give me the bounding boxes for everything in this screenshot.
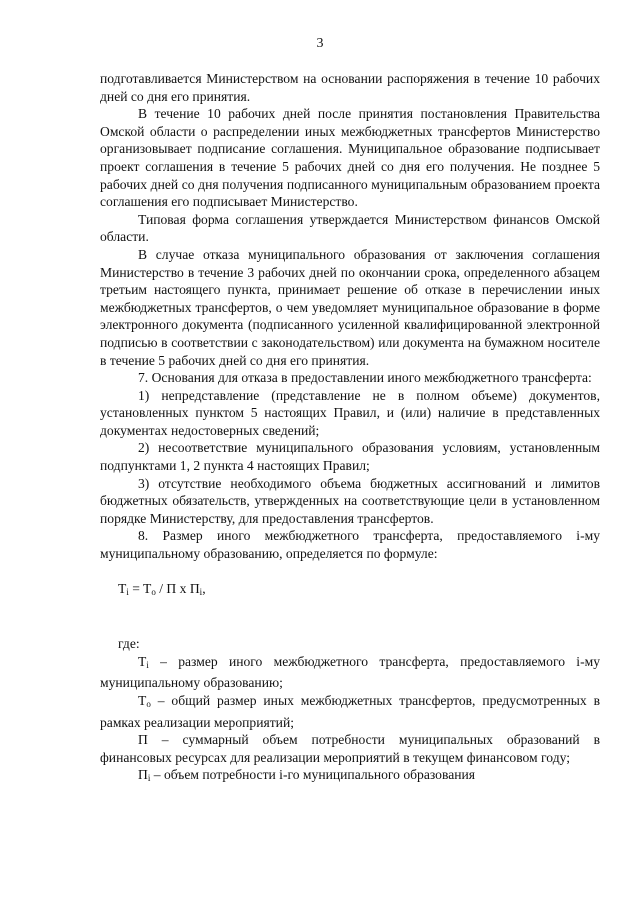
paragraph: 7. Основания для отказа в предоставлении иного межбюджетного трансферта:	[138, 370, 592, 386]
page-number: 3	[316, 36, 324, 51]
definition: П – суммарный объем потребности муниципальных образований в финансовых ресурсах для реализации мероприятий в текущем финансовом году;	[100, 732, 600, 765]
paragraph: подготавливается Министерством на основании распоряжения в течение 10 рабочих дней со дня его принятия.	[100, 71, 600, 104]
where-label: где:	[118, 636, 140, 652]
definition: $П_i$ – объем потребности i-го муниципального образования	[138, 767, 476, 784]
paragraph: 2) несоответствие муниципального образования условиям, установленным подпунктами 1, 2 пункта 4 настоящих Правил;	[100, 440, 600, 474]
paragraph: 3) отсутствие необходимого объема бюджетных ассигнований и лимитов бюджетных обязательств, утвержденных на соответствующие цели в установленном порядке Министерству, для предоставления трансфертов.	[100, 475, 600, 526]
formula: $T_i = T_o / П$ х $П_i$,	[118, 580, 206, 597]
document-body	[100, 70, 600, 788]
paragraph: 1) непредставление (представление не в полном объеме) документов, установленных пунктом 5 настоящих Правил, и (или) наличие в представленных документах недостоверных сведений;	[100, 387, 600, 438]
paragraph: Типовая форма соглашения утверждается Министерством финансов Омской области.	[100, 211, 600, 245]
definition: $T_i$ – размер иного межбюджетного трансферта, предоставляемого i-му муниципальному образованию;	[100, 653, 600, 691]
paragraph: В случае отказа муниципального образования от заключения соглашения Министерство в течение 3 рабочих дней по окончании срока, определенного абзацем третьим настоящего пункта, принимает решение об отказе в перечислении иных межбюджетных трансфертов, о чем уведомляет муниципальное образование в форме электронного документа (подписанного усиленной квалифицированной электронной подписью в соответствии с законодательством) или документа на бумажном носителе в течение 5 рабочих дней со дня его принятия.	[100, 246, 600, 368]
paragraph: 8. Размер иного межбюджетного трансферта, предоставляемого i-му муниципальному образованию, определяется по формуле:	[100, 528, 600, 562]
definition: $T_o$ – общий размер иных межбюджетных трансфертов, предусмотренных в рамках реализации мероприятий;	[100, 693, 600, 730]
paragraph: В течение 10 рабочих дней после принятия постановления Правительства Омской области о распределении иных межбюджетных трансфертов Министерство организовывает подписание соглашения. Муниципальное образование подписывает проект соглашения в течение 5 рабочих дней со дня его получения. Не позднее 5 рабочих дней со дня получения подписанного муниципальным образованием проекта соглашения его подписывает Министерство.	[100, 106, 600, 210]
